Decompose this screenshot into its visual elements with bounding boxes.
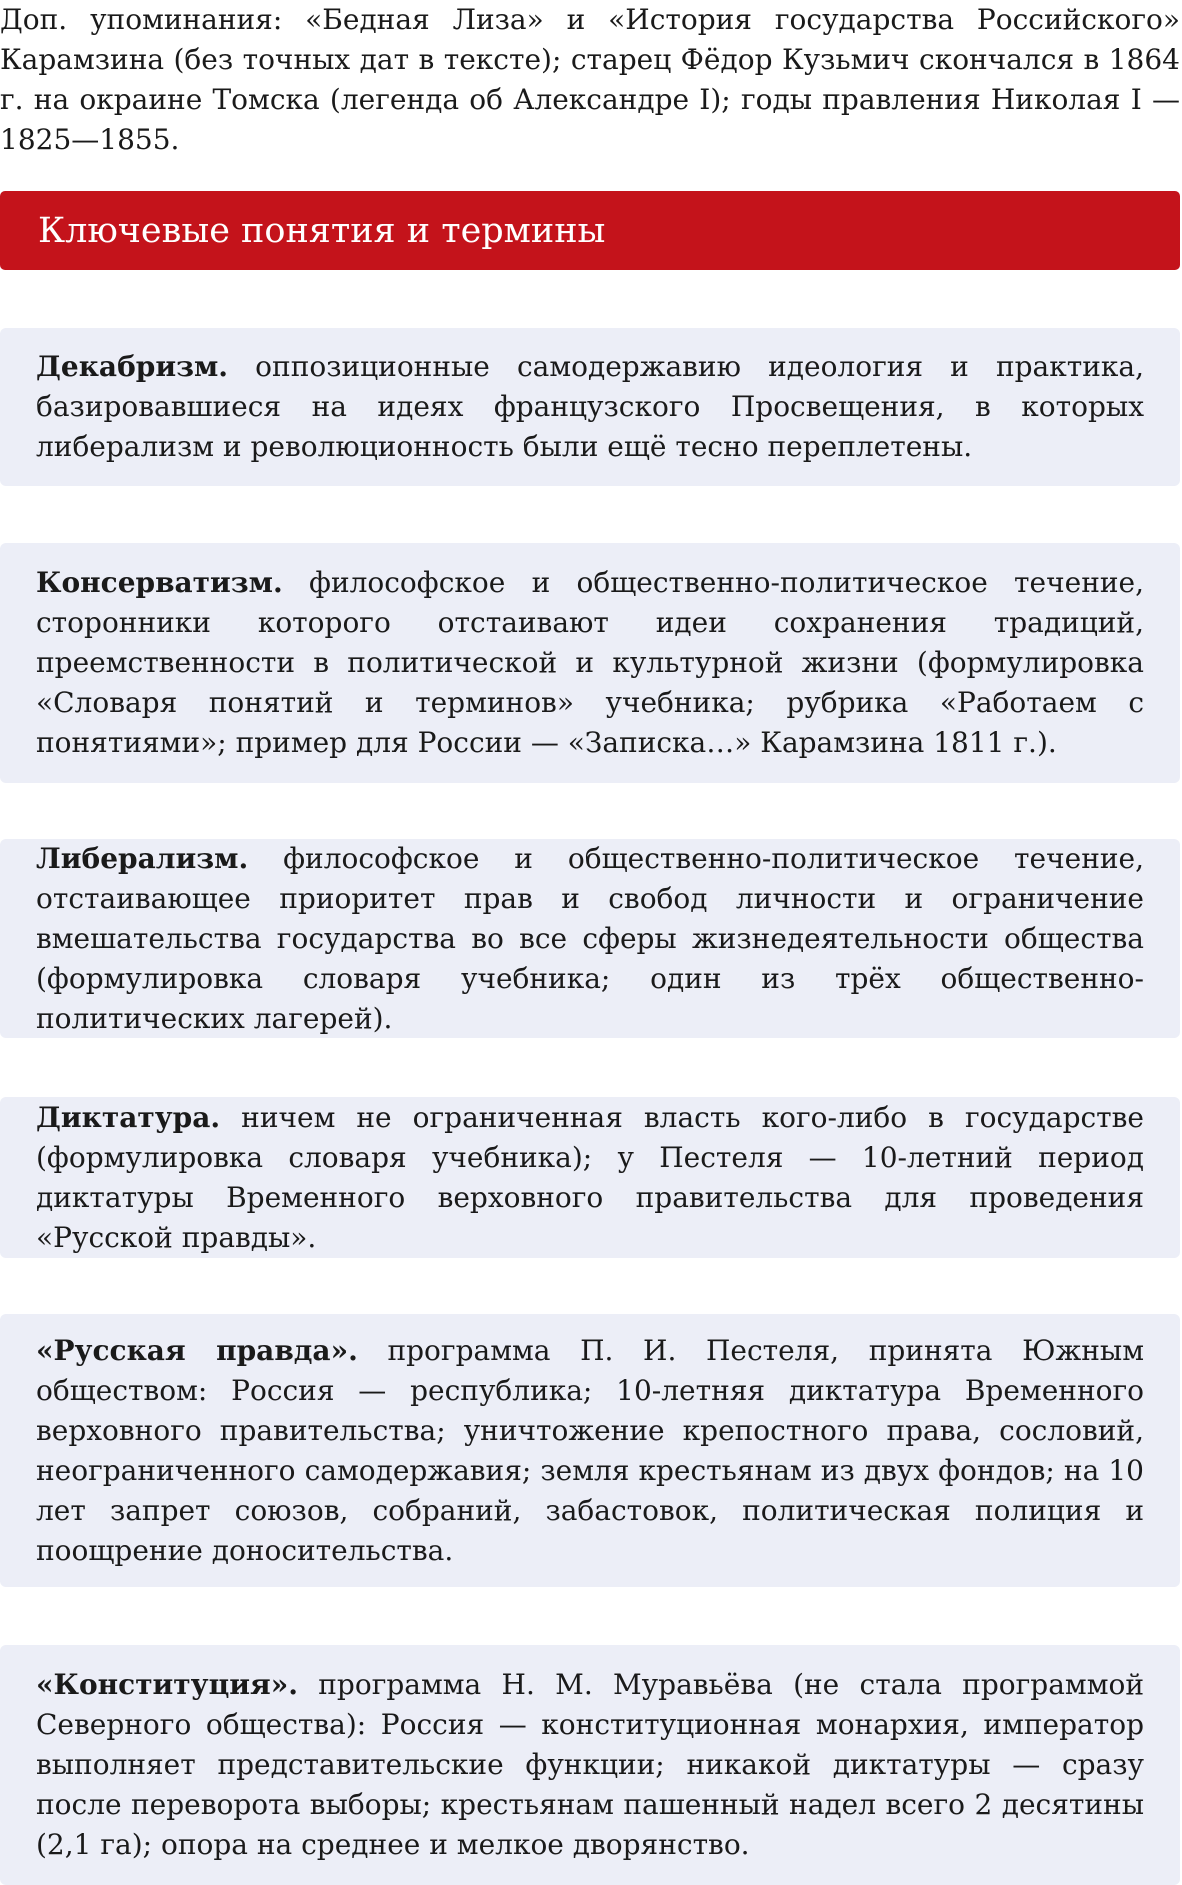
term-name: Декабризм. [36, 350, 229, 383]
term-name: Либерализм. [36, 841, 249, 875]
term-name: Диктатура. [36, 1100, 221, 1134]
term-card-konstitutsiya [0, 1645, 1180, 1885]
term-paragraph [36, 839, 1144, 1039]
intro-paragraph: Доп. упоминания: «Бедная Лиза» и «История государства Российского» Карамзина (без точных дат в тексте); старец Фёдор Кузьмич скончался в 1864 г. на окраине Томска (легенда об Александре I); годы правления Николая I — 1825—1855. [0, 3, 1180, 156]
term-card-conservatism [0, 543, 1180, 783]
term-name: «Русская правда». [36, 1333, 358, 1367]
term-definition: философское и общественно-политическое течение, сторонники которого отстаивают идеи сохранения традиций, преемственности в политической и культурной жизни (формулировка «Словаря понятий и терминов» учебника; рубрика «Работаем с понятиями»; пример для России — «Записка…» Карамзина 1811 г.). [36, 566, 1144, 759]
term-definition: программа П. И. Пестеля, принята Южным обществом: Россия — республика; 10-летняя диктатура Временного верховного правительства; уничтожение крепостного права, сословий, неограниченного самодержавия; земля крестьянам из двух фондов; на 10 лет запрет союзов, собраний, забастовок, политическая полиция и поощрение доносительства. [36, 1333, 1144, 1567]
term-definition: ничем не ограниченная власть кого-либо в государстве (формулировка словаря учебника); у Пестеля — 10-летний период диктатуры Временного верховного правительства для проведения «Русской правды». [36, 1100, 1144, 1254]
term-paragraph [36, 347, 1144, 467]
term-paragraph [36, 1098, 1144, 1258]
term-paragraph [36, 1665, 1144, 1865]
term-name: Консерватизм. [36, 566, 283, 599]
term-card-russkaya-pravda [0, 1314, 1180, 1587]
section-title: Ключевые понятия и термины [38, 210, 606, 251]
term-card-dictatorship [0, 1097, 1180, 1258]
section-header [0, 191, 1180, 270]
term-paragraph [36, 1331, 1144, 1571]
term-card-liberalism [0, 839, 1180, 1038]
term-name: «Конституция». [36, 1668, 298, 1701]
term-paragraph [36, 563, 1144, 763]
term-definition: философское и общественно-политическое течение, отстаивающее приоритет прав и свобод личности и ограничение вмешательства государства во все сферы жизнедеятельности общества (формулировка словаря учебника; один из трёх общественно-политических лагерей). [36, 841, 1144, 1035]
term-definition: программа Н. М. Муравьёва (не стала программой Северного общества): Россия — конституционная монархия, император выполняет представительские функции; никакой диктатуры — сразу после переворота выборы; крестьянам пашенный надел всего 2 десятины (2,1 га); опора на среднее и мелкое дворянство. [36, 1668, 1144, 1861]
term-card-decembrism [0, 328, 1180, 486]
term-definition: оппозиционные самодержавию идеология и практика, базировавшиеся на идеях французского Просвещения, в которых либерализм и революционность были ещё тесно переплетены. [36, 350, 1144, 463]
